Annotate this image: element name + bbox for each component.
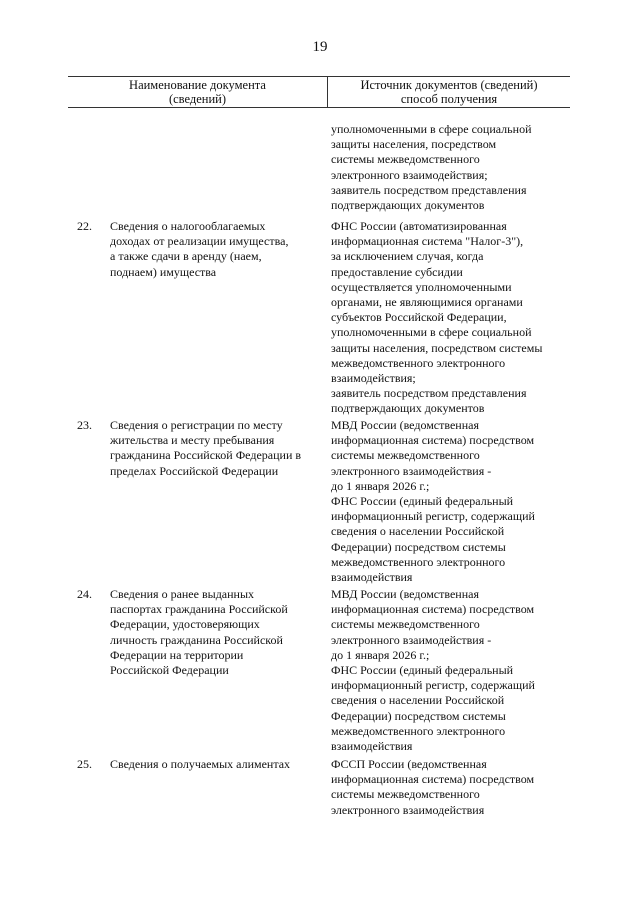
source-line: сведения о населении Российской <box>331 693 505 708</box>
source-line: предоставление субсидии <box>331 264 463 279</box>
header-source-column <box>328 79 570 106</box>
source-line: межведомственного электронного <box>331 554 506 569</box>
name-line: личность гражданина Российской <box>110 632 283 647</box>
document-source-cell <box>331 587 535 754</box>
source-line: системы межведомственного <box>331 617 480 632</box>
source-line: электронного взаимодействия <box>331 802 485 817</box>
name-line: а также сдачи в аренду (наем, <box>110 249 262 264</box>
source-line: МВД России (ведомственная <box>331 418 479 432</box>
name-line: пределах Российской Федерации <box>110 463 279 478</box>
source-line: межведомственного электронного <box>331 355 506 370</box>
name-line: доходах от реализации имущества, <box>110 234 289 249</box>
source-line: до 1 января 2026 г.; <box>331 478 430 493</box>
source-line: информационная система) посредством <box>331 772 535 787</box>
source-line: за исключением случая, когда <box>331 249 484 264</box>
name-line: жительства и месту пребывания <box>110 433 275 448</box>
row-number: 24. <box>77 587 92 601</box>
source-line: информационная система "Налог-3"), <box>331 234 524 249</box>
page-number: 19 <box>312 39 328 55</box>
source-line: взаимодействия <box>331 570 413 585</box>
source-line: информационная система) посредством <box>331 602 535 617</box>
name-line: Федерации, удостоверяющих <box>110 617 260 632</box>
row-number: 23. <box>77 418 92 432</box>
source-line: информационный регистр, содержащий <box>331 509 535 524</box>
source-line: уполномоченными в сфере социальной <box>331 325 532 340</box>
source-line: заявитель посредством представления <box>331 182 527 197</box>
source-line: Федерации) посредством системы <box>331 539 506 554</box>
source-line: электронного взаимодействия - <box>331 632 492 647</box>
source-line: МВД России (ведомственная <box>331 587 479 601</box>
source-line: ФНС России (единый федеральный <box>331 663 514 678</box>
header-source-line: способ получения <box>400 91 498 106</box>
header-document-line: Наименование документа <box>129 78 266 92</box>
document-name-cell <box>110 418 301 479</box>
name-line: поднаем) имущества <box>110 264 217 279</box>
source-line: осуществляется уполномоченными <box>331 279 512 294</box>
document-name-cell <box>110 219 288 280</box>
source-line: системы межведомственного <box>331 152 480 167</box>
document-source-cell <box>331 757 534 818</box>
source-line: субъектов Российской Федерации, <box>331 310 507 325</box>
name-line: Сведения о ранее выданных <box>110 587 255 601</box>
source-line: электронного взаимодействия - <box>331 463 492 478</box>
source-line: системы межведомственного <box>331 448 480 463</box>
name-line: Федерации на территории <box>110 647 244 662</box>
table-header-top-rule <box>68 76 570 77</box>
source-line: ФНС России (единый федеральный <box>331 494 514 509</box>
source-line: межведомственного электронного <box>331 723 506 738</box>
table-header-bottom-rule <box>68 107 570 108</box>
source-line: электронного взаимодействия; <box>331 167 488 182</box>
source-line: подтверждающих документов <box>331 401 485 416</box>
continuation-source-cell <box>331 122 531 213</box>
name-line: паспортах гражданина Российской <box>110 602 288 617</box>
name-line: Сведения о налогооблагаемых <box>110 219 266 233</box>
source-line: защиты населения, посредством <box>331 137 497 152</box>
source-line: взаимодействия <box>331 739 413 754</box>
source-line: информационная система) посредством <box>331 433 535 448</box>
source-line: взаимодействия; <box>331 371 416 386</box>
document-name-cell <box>110 587 288 678</box>
header-document-line: (сведений) <box>168 91 227 106</box>
source-line: органами, не являющимися органами <box>331 295 523 310</box>
source-line: Федерации) посредством системы <box>331 708 506 723</box>
row-number: 22. <box>77 219 92 233</box>
name-line: гражданина Российской Федерации в <box>110 448 302 463</box>
header-document-column <box>68 79 327 106</box>
source-line: ФССП России (ведомственная <box>331 757 487 771</box>
document-source-cell <box>331 418 535 585</box>
source-line: ФНС России (автоматизированная <box>331 219 507 233</box>
source-line: информационный регистр, содержащий <box>331 678 535 693</box>
source-line: подтверждающих документов <box>331 198 485 213</box>
source-line: уполномоченными в сфере социальной <box>331 122 532 136</box>
source-line: до 1 января 2026 г.; <box>331 647 430 662</box>
row-number: 25. <box>77 757 92 771</box>
header-source-line: Источник документов (сведений) <box>360 78 538 92</box>
source-line: заявитель посредством представления <box>331 386 527 401</box>
source-line: системы межведомственного <box>331 787 480 802</box>
source-line: сведения о населении Российской <box>331 524 505 539</box>
name-line: Сведения о регистрации по месту <box>110 418 283 432</box>
document-name-cell <box>110 757 290 772</box>
document-source-cell <box>331 219 542 417</box>
name-line: Сведения о получаемых алиментах <box>110 757 291 771</box>
source-line: защиты населения, посредством системы <box>331 340 543 355</box>
name-line: Российской Федерации <box>110 663 229 678</box>
